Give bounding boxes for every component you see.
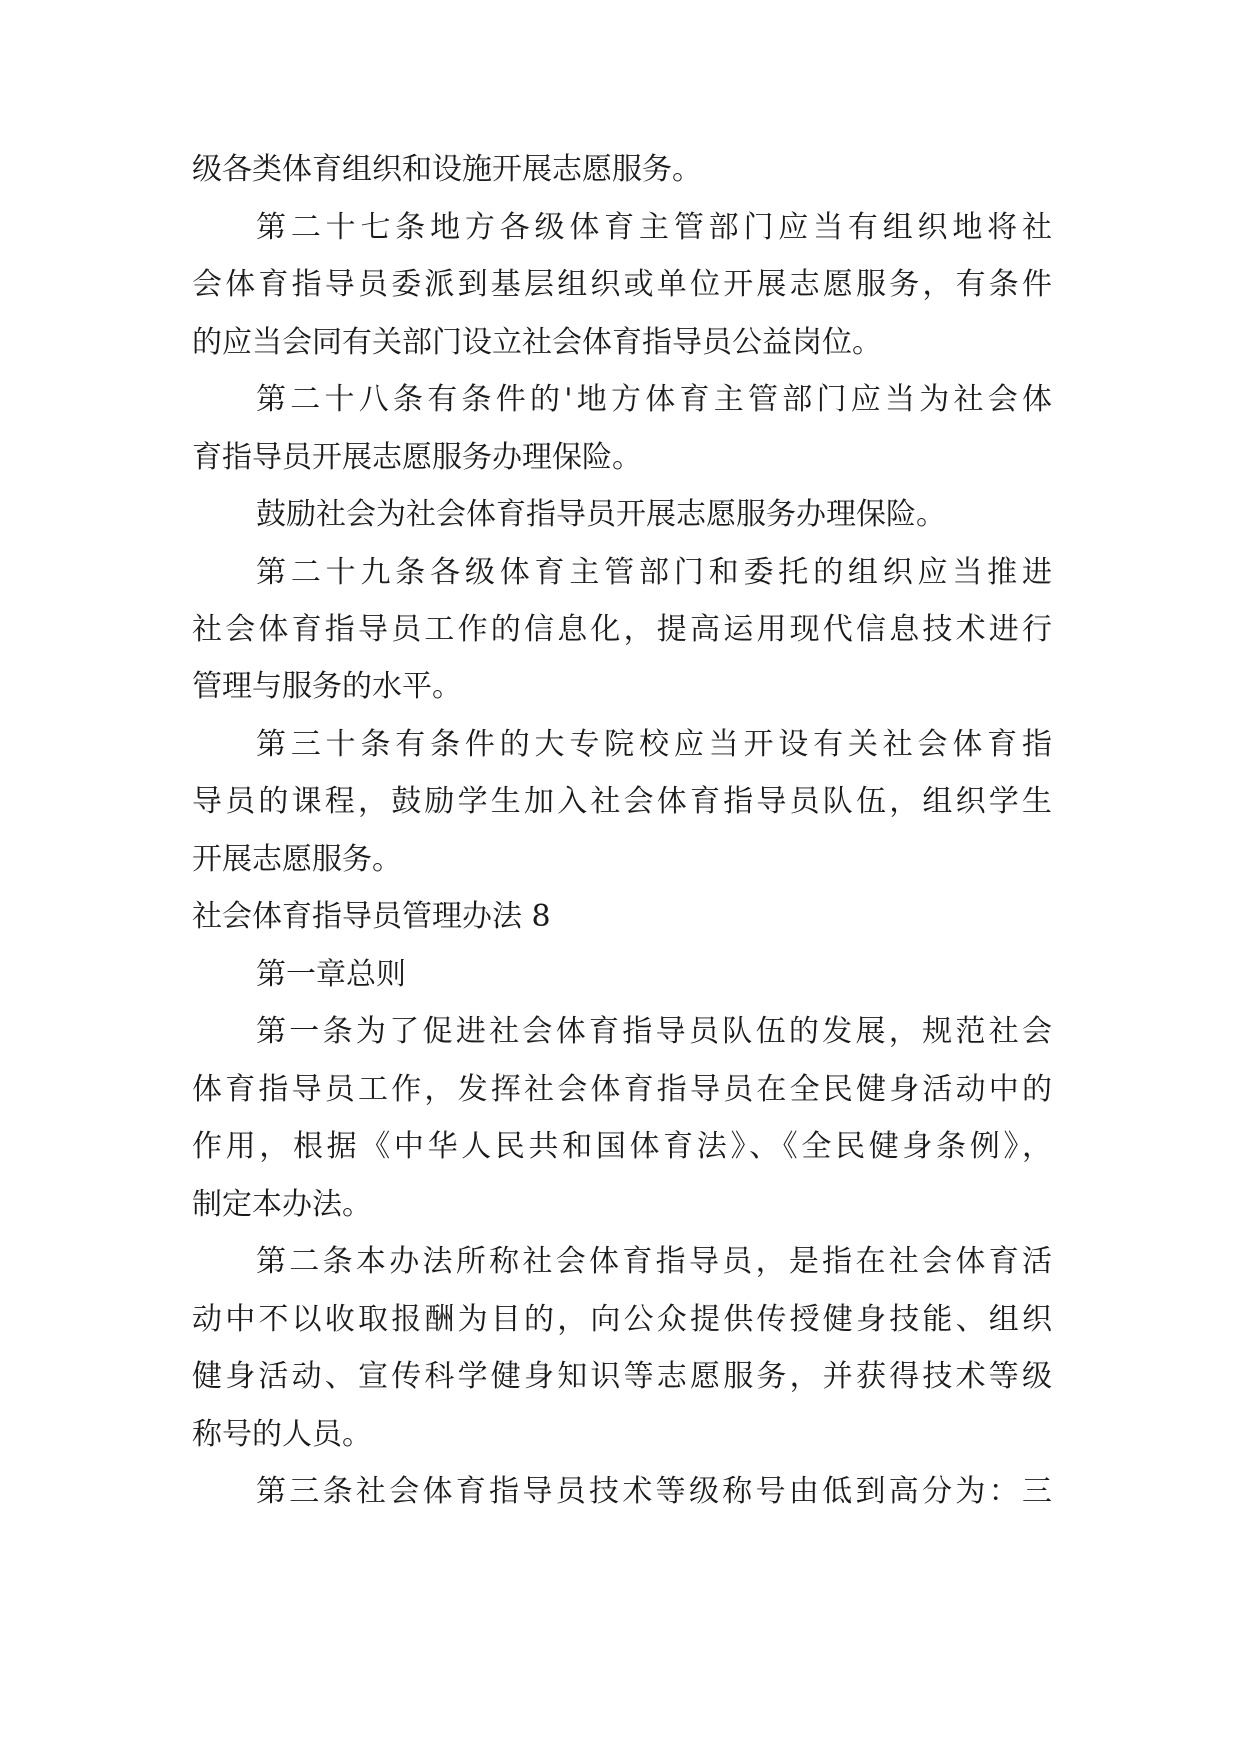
text-line: 第三条社会体育指导员技术等级称号由低到高分为：三	[256, 1474, 1052, 1509]
text-line: 作用，根据《中华人民共和国体育法》、《全民健身条例》，	[192, 1129, 1052, 1164]
text-line: 第二条本办法所称社会体育指导员，是指在社会体育活	[256, 1244, 1052, 1279]
text-line: 级各类体育组织和设施开展志愿服务。	[192, 152, 702, 187]
text-line: 第二十八条有条件的'地方体育主管部门应当为社会体	[256, 382, 1052, 417]
text-line: 第一条为了促进社会体育指导员队伍的发展，规范社会	[256, 1014, 1052, 1049]
text-line: 第二十七条地方各级体育主管部门应当有组织地将社	[256, 210, 1052, 245]
text-line: 健身活动、宣传科学健身知识等志愿服务，并获得技术等级	[192, 1359, 1052, 1394]
text-line: 制定本办法。	[192, 1187, 372, 1222]
chapter-heading: 第一章总则	[256, 957, 406, 992]
text-line: 育指导员开展志愿服务办理保险。	[192, 440, 642, 475]
text-line: 会体育指导员委派到基层组织或单位开展志愿服务，有条件	[192, 267, 1052, 302]
text-line: 动中不以收取报酬为目的，向公众提供传授健身技能、组织	[192, 1302, 1052, 1337]
text-line: 第三十条有条件的大专院校应当开设有关社会体育指	[256, 727, 1052, 762]
text-line: 体育指导员工作，发挥社会体育指导员在全民健身活动中的	[192, 1072, 1052, 1107]
text-line: 管理与服务的水平。	[192, 669, 462, 704]
text-line: 第二十九条各级体育主管部门和委托的组织应当推进	[256, 555, 1052, 590]
text-line: 社会体育指导员工作的信息化，提高运用现代信息技术进行	[192, 612, 1052, 647]
section-heading: 社会体育指导员管理办法 8	[192, 899, 551, 934]
text-line: 称号的人员。	[192, 1417, 372, 1452]
text-line: 鼓励社会为社会体育指导员开展志愿服务办理保险。	[256, 497, 946, 532]
text-line: 的应当会同有关部门设立社会体育指导员公益岗位。	[192, 325, 882, 360]
text-line: 开展志愿服务。	[192, 842, 402, 877]
text-line: 导员的课程，鼓励学生加入社会体育指导员队伍，组织学生	[192, 784, 1052, 819]
